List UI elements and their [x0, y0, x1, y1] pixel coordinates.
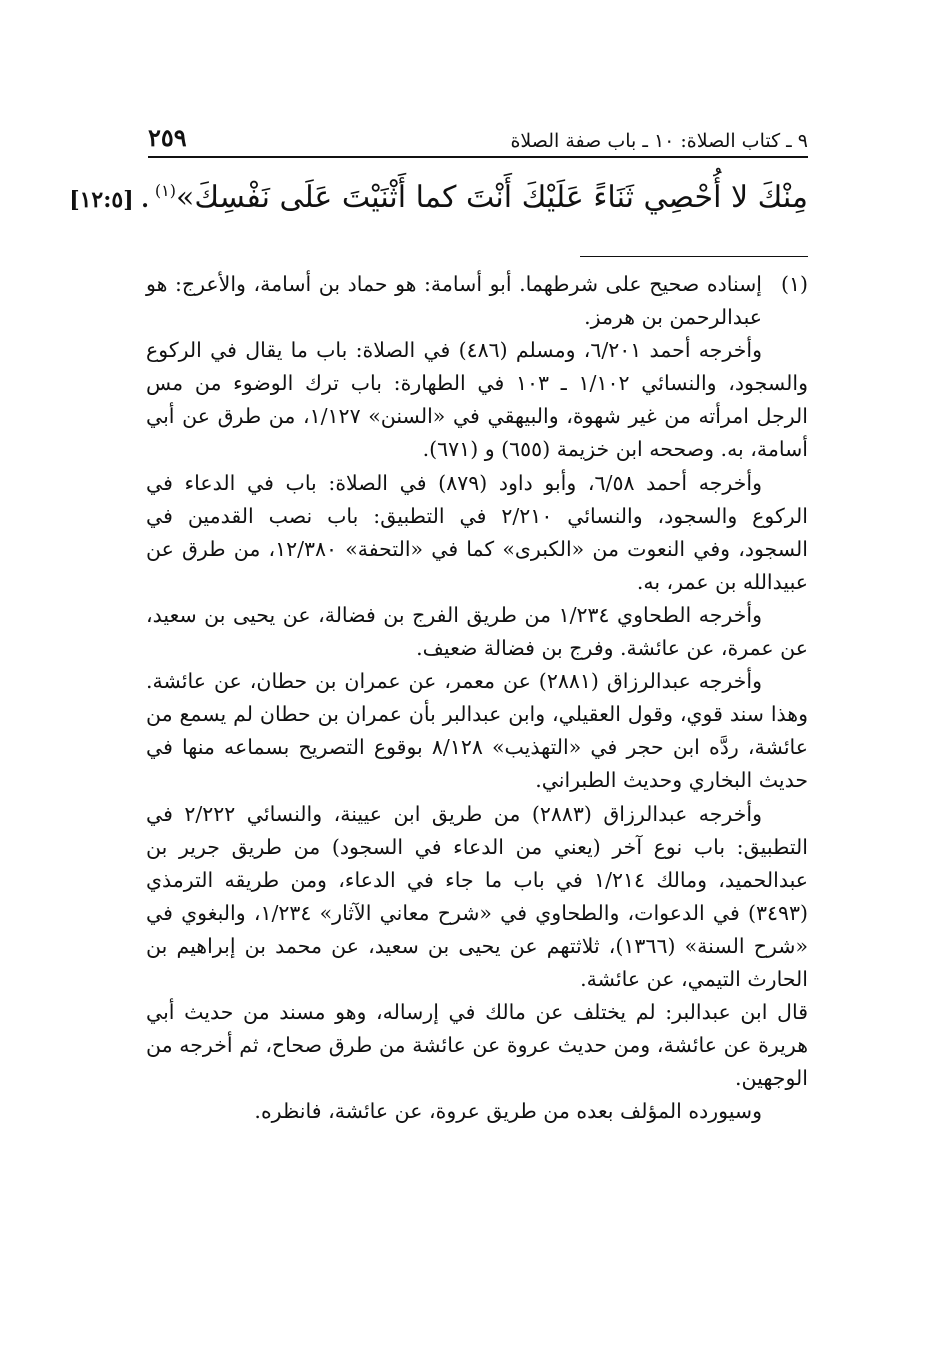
- section-title: ٩ ـ كتاب الصلاة: ١٠ ـ باب صفة الصلاة: [510, 130, 808, 152]
- footnote-separator: [580, 256, 808, 257]
- footnote-number: (١): [780, 272, 808, 296]
- footnote-paragraph: وسيورده المؤلف بعده من طريق عروة، عن عائشة، فانظره.: [254, 1099, 762, 1124]
- hadith-reference: . [١٢:٥]: [69, 187, 149, 213]
- footnote-1: [146, 268, 808, 334]
- footnote-marker[interactable]: (١): [154, 181, 177, 200]
- footnote-paragraph: وأخرجه الطحاوي ١/٢٣٤ من طريق الفرج بن فضالة، عن يحيى بن سعيد، عن عمرة، عن عائشة. وفرج بن فضالة ضعيف.: [146, 602, 808, 661]
- hadith-text: [69, 166, 808, 225]
- footnote-paragraph: وأخرجه عبدالرزاق (٢٨٨٣) من طريق ابن عيينة، والنسائي ٢/٢٢٢ في التطبيق: باب نوع آخر (يعني من الدعاء في السجود) من طريق جرير بن عبدالحميد، ومالك ١/٢١٤ في باب ما جاء في الدعاء، ومن طريقه الترمذي (٣٤٩٣) في الدعوات، والطحاوي في «شرح معاني الآثار» ١/٢٣٤، والبغوي في «شرح السنة» (١٣٦٦)، ثلاثتهم عن يحيى بن سعيد، عن محمد بن إبراهيم بن الحارث التيمي، عن عائشة.: [146, 801, 809, 991]
- footnote-paragraph: قال ابن عبدالبر: لم يختلف عن مالك في إرساله، وهو مسند من حديث أبي هريرة عن عائشة، ومن حديث عروة عن عائشة من طرق صحاح، ثم أخرجه من الوجهين.: [146, 1000, 808, 1091]
- footnote-paragraph: وأخرجه أحمد ٦/٥٨، وأبو داود (٨٧٩) في الصلاة: باب في الدعاء في الركوع والسجود، والنسائي ٢/٢١٠ في التطبيق: باب نصب القدمين في السجود، وفي النعوت من «الكبرى» كما في «التحفة» ١٢/٣٨٠، من طرق عن عبيدالله بن عمر، به.: [146, 470, 808, 594]
- footnote-paragraph: إسناده صحيح على شرطهما. أبو أسامة: هو حماد بن أسامة، والأعرج: هو عبدالرحمن بن هرمز.: [146, 272, 762, 330]
- footnote-paragraph: وأخرجه أحمد ٦/٢٠١، ومسلم (٤٨٦) في الصلاة: باب ما يقال في الركوع والسجود، والنسائي ١/١٠٢ ـ ١٠٣ في الطهارة: باب ترك الوضوء من مس الرجل امرأته من غير شهوة، والبيهقي في «السنن» ١/١٢٧، من طرق عن أبي أسامة، به. وصححه ابن خزيمة (٦٥٥) و (٦٧١).: [146, 338, 808, 462]
- footnotes: [146, 268, 808, 1128]
- running-header: [148, 112, 808, 158]
- page-number: ٢٥٩: [148, 123, 187, 152]
- footnote-paragraph: وأخرجه عبدالرزاق (٢٨٨١) عن معمر، عن عمران بن حطان، عن عائشة. وهذا سند قوي، وقول العقيلي، وابن عبدالبر بأن عمران بن حطان لم يسمع من عائشة، ردَّه ابن حجر في «التهذيب» ٨/١٢٨ بوقوع التصريح بسماعه منها في حديث البخاري وحديث الطبراني.: [146, 669, 808, 793]
- hadith-body: مِنْكَ لا أُحْصِي ثَنَاءً عَلَيْكَ أَنْتَ كما أَثْنَيْتَ عَلَى نَفْسِكَ»: [176, 180, 808, 215]
